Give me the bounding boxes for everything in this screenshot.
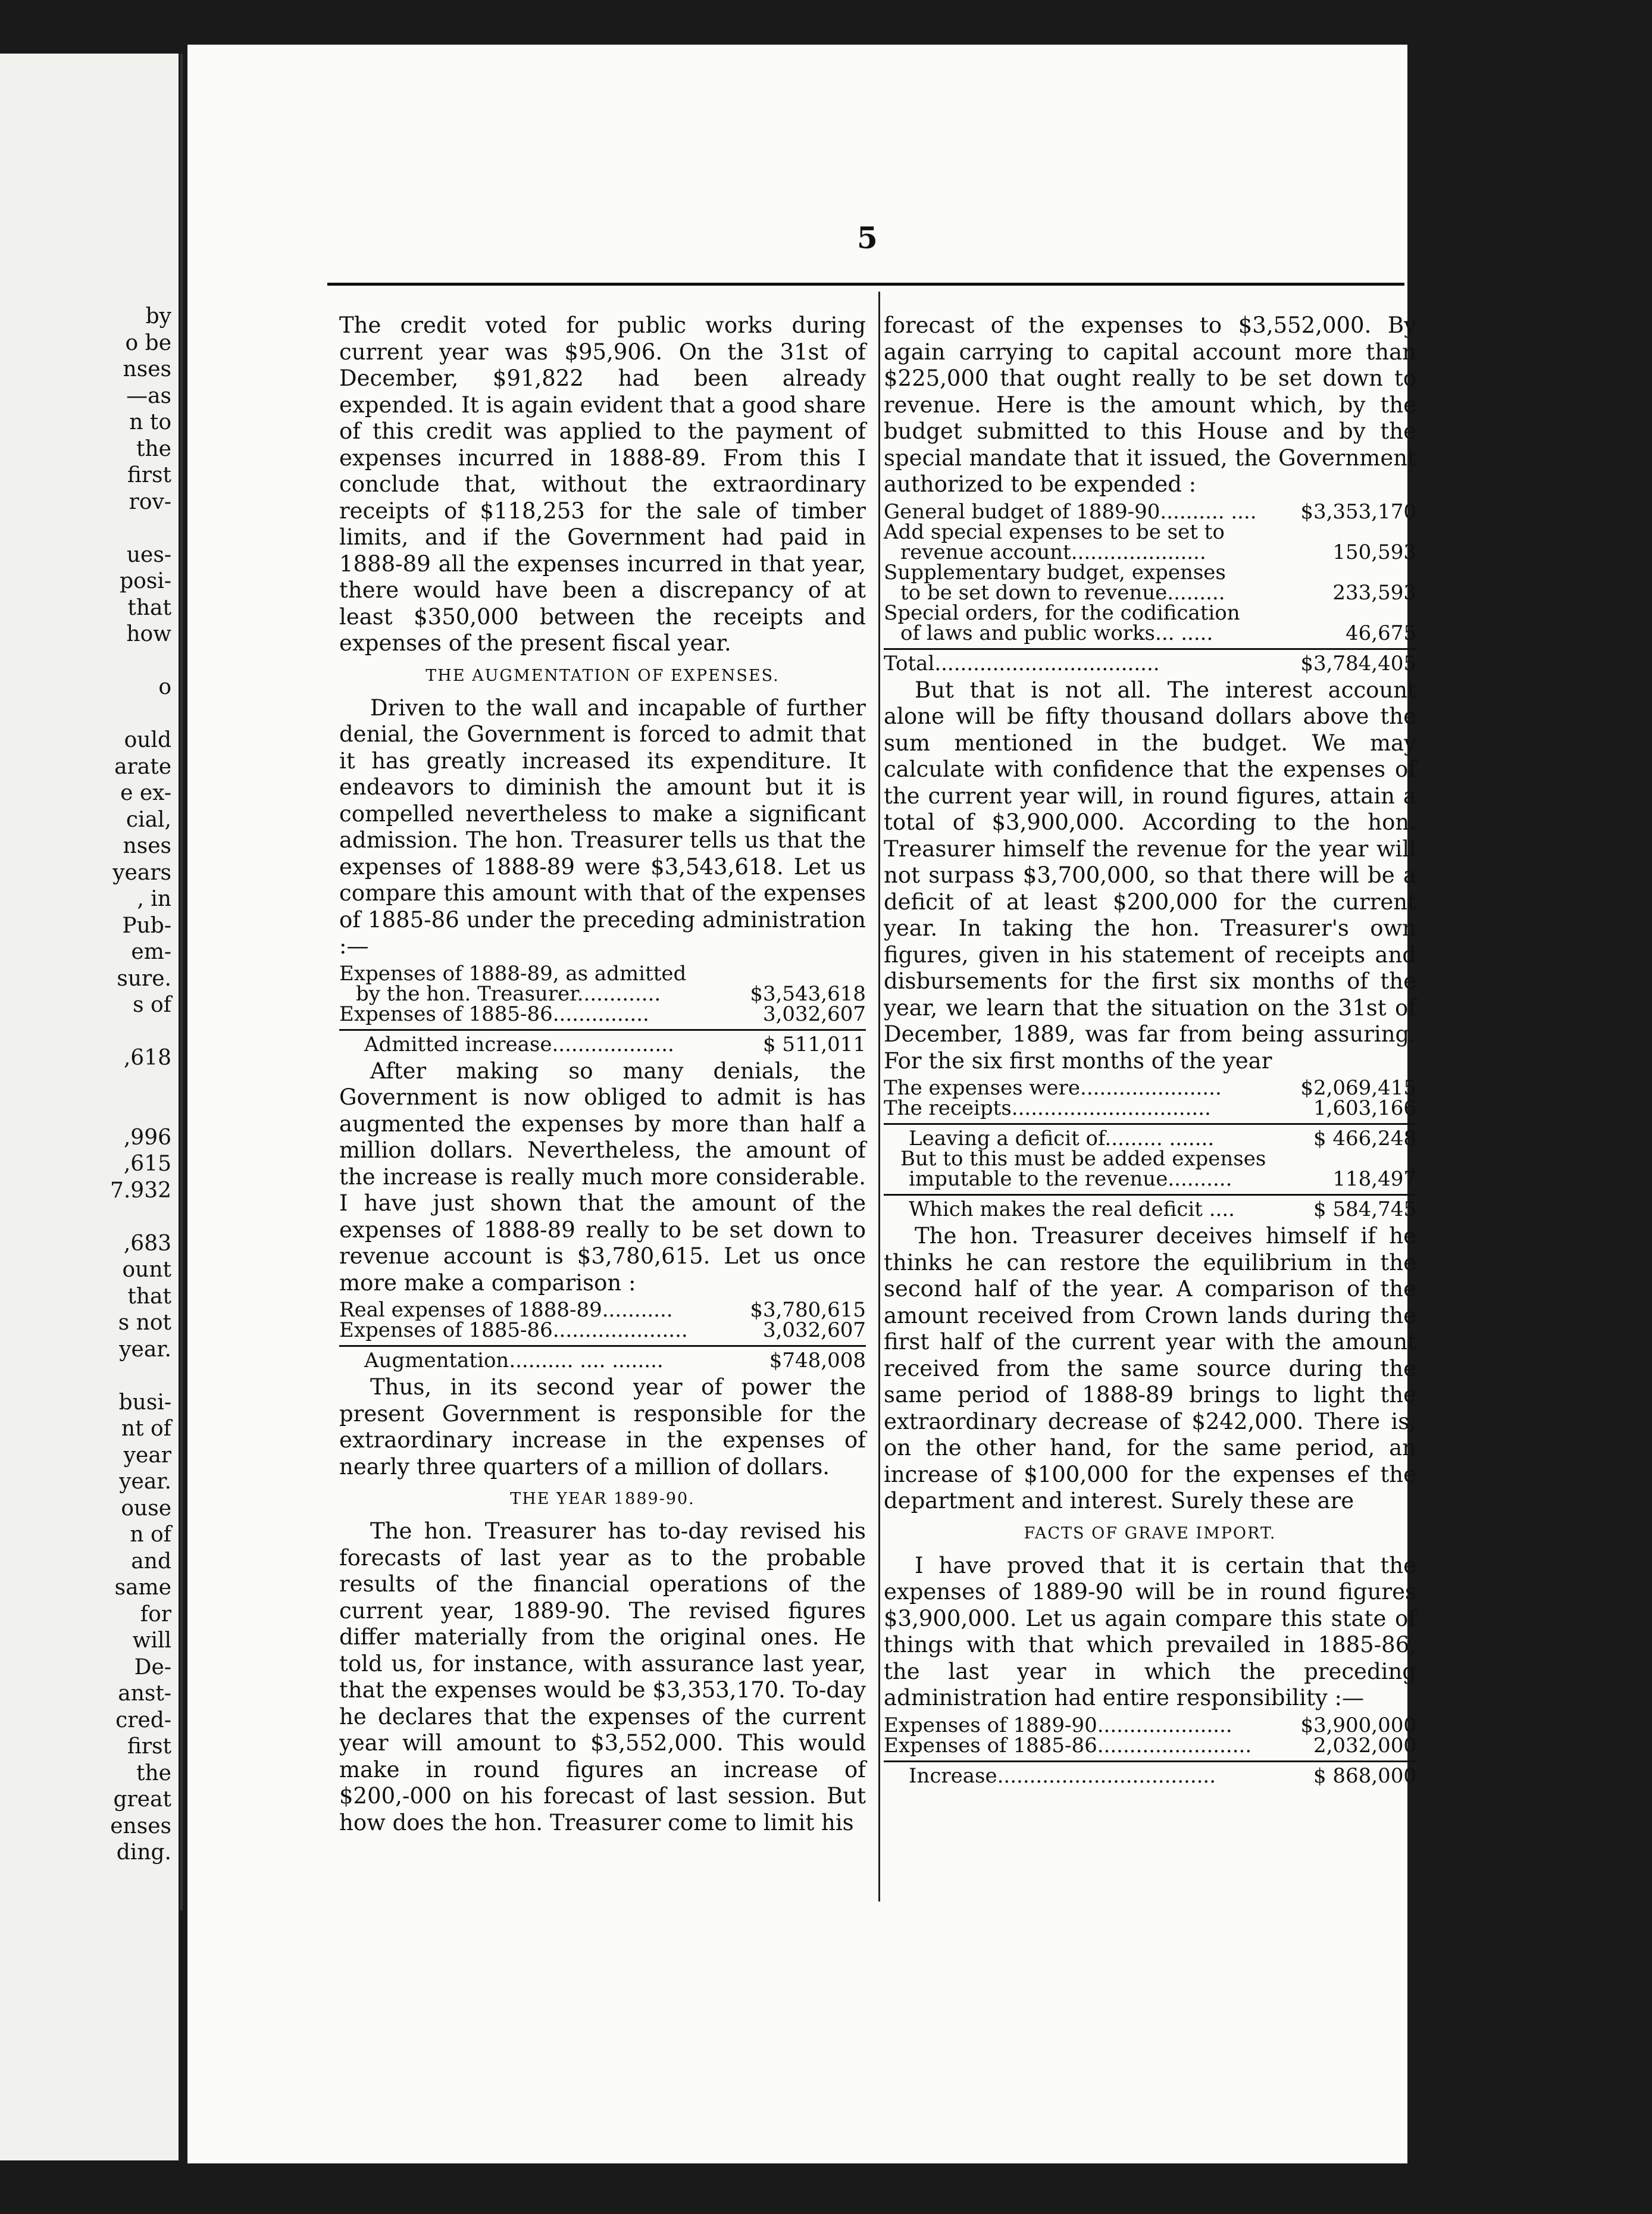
margin-fragment: n of: [130, 1522, 171, 1547]
table-row: [339, 1320, 866, 1340]
margin-fragment: same: [114, 1575, 171, 1600]
margin-fragment: great: [113, 1787, 171, 1812]
margin-fragment: cred-: [115, 1708, 171, 1733]
row-label: by the hon. Treasurer.............: [356, 981, 661, 1006]
margin-fragment: that: [127, 595, 171, 620]
table-total-row: [339, 1029, 866, 1055]
row-label: Expenses of 1885-86...............: [339, 1002, 649, 1026]
row-label: The receipts...............................: [884, 1096, 1211, 1120]
total-label: Increase..................................: [909, 1763, 1216, 1788]
paragraph: After making so many denials, the Government is now obliged to admit is has augmented the expenses by more than half a million dollars. Nevertheless, the amount of the increase is really much more considerable. I have just shown that the amount of the expenses of 1888-89 really to be set down to revenue account is $3,780,615. Let us once more make a comparison :: [339, 1058, 866, 1296]
total-amount: $748,008: [769, 1349, 866, 1372]
margin-fragment: years: [112, 860, 171, 885]
row-label: Leaving a deficit of......... .......: [909, 1127, 1215, 1150]
row-amount: $3,353,170: [1300, 499, 1416, 524]
comparison-table: [339, 1300, 866, 1371]
table-row: [884, 499, 1416, 524]
margin-fragment: posi-: [120, 569, 171, 593]
paragraph: Thus, in its second year of power the present Government is responsible for the extraordinary increase in the expenses of nearly three quarters of a million of dollars.: [339, 1374, 866, 1480]
table-row: [884, 1169, 1416, 1189]
margin-fragment: ouse: [121, 1496, 171, 1521]
margin-fragment: ould: [124, 728, 171, 752]
margin-fragment: how: [126, 622, 171, 646]
margin-fragment: nses: [123, 834, 171, 858]
row-amount: $3,543,618: [750, 981, 866, 1006]
margin-fragment: arate: [114, 754, 171, 779]
paragraph: But that is not all. The interest account alone will be fifty thousand dollars above the sum mentioned in the budget. We may calculate with confidence that the expenses of the current year will, in round figures, attain a total of $3,900,000. According to the hon. Treasurer himself the revenue for the year will not surpass $3,700,000, so that there will be a deficit of at least $200,000 for the current year. In taking the hon. Treasurer's own figures, given in his statement of receipts and disbursements for the first six months of the year, we learn that the situation on the 31st of December, 1889, was far from being assuring. For the six first months of the year: [884, 677, 1416, 1074]
increase-table: [884, 1715, 1416, 1786]
row-amount: $ 466,248: [1313, 1127, 1416, 1150]
text-column-right: [884, 312, 1416, 1790]
binding-gutter: [180, 54, 183, 1910]
table-row: [884, 623, 1416, 643]
table-row-label: Expenses of 1888-89, as admitted: [339, 961, 687, 986]
margin-fragment: that: [127, 1284, 171, 1309]
table-row: [884, 542, 1416, 562]
margin-fragment: rov-: [129, 489, 171, 514]
margin-fragment: , in: [137, 887, 171, 911]
row-label: Expenses of 1889-90.....................: [884, 1713, 1232, 1737]
margin-fragment: em-: [131, 940, 171, 964]
margin-fragment: by: [145, 304, 171, 329]
margin-fragment: the: [136, 1760, 171, 1785]
row-amount: $2,069,415: [1300, 1076, 1416, 1100]
row-label: General budget of 1889-90.......... ....: [884, 499, 1257, 524]
margin-fragment: cial,: [126, 807, 171, 832]
expense-table: [339, 961, 866, 1056]
margin-fragment: o: [158, 675, 171, 699]
row-label: of laws and public works... .....: [900, 621, 1213, 645]
row-amount: 233,593: [1332, 580, 1416, 605]
table-row: [339, 981, 866, 1006]
margin-fragment: busi-: [118, 1390, 171, 1415]
margin-fragment: year.: [119, 1469, 171, 1494]
total-label: Admitted increase...................: [364, 1032, 674, 1056]
margin-fragment: ,996: [123, 1125, 171, 1150]
row-amount: 3,032,607: [762, 1002, 866, 1026]
text-column-left: [339, 312, 866, 1836]
adjacent-page-fragment: [0, 54, 179, 2160]
margin-fragment: first: [127, 463, 171, 487]
row-amount: 2,032,000: [1313, 1733, 1416, 1758]
table-row: [339, 1300, 866, 1320]
total-amount: $ 511,011: [762, 1032, 866, 1056]
page-number: 5: [857, 220, 878, 255]
margin-fragment: anst-: [118, 1681, 171, 1706]
paragraph: forecast of the expenses to $3,552,000. By again carrying to capital account more than $225,000 that ought really to be set down to revenue. Here is the amount which, by the budget submitted to this House and by the special mandate that it issued, the Government authorized to be expended :: [884, 312, 1416, 497]
row-amount: 150,593: [1332, 540, 1416, 564]
paragraph: The hon. Treasurer has to-day revised his forecasts of last year as to the probable results of the financial operations of the current year, 1889-90. The revised figures differ materially from the original ones. He told us, for instance, with assurance last year, that the expenses would be $3,353,170. To-day he declares that the expenses of the current year will amount to $3,552,000. This would make in round figures an increase of $200,-000 on his forecast of last session. But how does the hon. Treasurer come to limit his: [339, 1518, 866, 1835]
section-heading: THE AUGMENTATION OF EXPENSES.: [425, 666, 780, 685]
margin-fragment: e ex-: [120, 781, 171, 805]
budget-table: [884, 499, 1416, 676]
row-label: The expenses were......................: [884, 1076, 1222, 1100]
table-row: [884, 1123, 1416, 1149]
margin-fragment: o be: [125, 330, 171, 355]
row-amount: 118,497: [1332, 1167, 1416, 1191]
margin-fragment: nses: [123, 357, 171, 381]
table-row-label: Special orders, for the codification: [884, 601, 1240, 625]
table-row: [884, 1715, 1416, 1735]
table-total-row: [884, 1760, 1416, 1786]
margin-fragment: will: [132, 1628, 171, 1653]
column-divider: [878, 292, 880, 1902]
paragraph: Driven to the wall and incapable of further denial, the Government is forced to admit that it has greatly increased its expenditure. It endeavors to diminish the amount but it is compelled nevertheless to make a significant admission. The hon. Treasurer tells us that the expenses of 1888-89 were $3,543,618. Let us compare this amount with that of the expenses of 1885-86 under the preceding administration :—: [339, 695, 866, 959]
margin-fragment: De-: [134, 1655, 171, 1680]
paragraph: The credit voted for public works during current year was $95,906. On the 31st of December, $91,822 had been already expended. It is again evident that a good share of this credit was applied to the payment of expenses incurred in 1888-89. From this I conclude that, without the extraordinary receipts of $118,253 for the sale of timber limits, and if the Government had paid in 1888-89 all the expenses incurred in that year, there would have been a discrepancy of at least $350,000 between the receipts and expenses of the present fiscal year.: [339, 312, 866, 656]
table-total-row: [884, 648, 1416, 674]
total-amount: $3,784,405: [1300, 651, 1416, 676]
margin-fragment: 7.932: [109, 1178, 171, 1203]
section-heading: THE YEAR 1889-90.: [510, 1490, 695, 1508]
margin-fragment: enses: [110, 1813, 171, 1838]
margin-fragment: sure.: [117, 966, 171, 991]
total-label: Which makes the real deficit ....: [909, 1197, 1235, 1221]
table-total-row: [884, 1194, 1416, 1219]
margin-fragment: year: [123, 1443, 171, 1468]
margin-fragment: s of: [133, 993, 171, 1017]
section-heading: FACTS OF GRAVE IMPORT.: [1024, 1524, 1276, 1543]
row-label: revenue account.....................: [900, 540, 1206, 564]
margin-fragment: ,683: [123, 1231, 171, 1256]
row-amount: 46,675: [1346, 621, 1416, 645]
row-label: to be set down to revenue.........: [900, 580, 1225, 605]
margin-fragment: first: [127, 1734, 171, 1759]
total-amount: $ 584,745: [1313, 1197, 1416, 1221]
table-row: [884, 1078, 1416, 1098]
header-rule: [327, 283, 1404, 286]
table-row: [884, 580, 1416, 605]
margin-fragment: year.: [119, 1337, 171, 1362]
row-label: Expenses of 1885-86........................: [884, 1733, 1252, 1758]
row-label: Expenses of 1885-86.....................: [339, 1318, 688, 1342]
row-amount: $3,900,000: [1300, 1713, 1416, 1737]
total-amount: $ 868,000: [1313, 1763, 1416, 1788]
deficit-table: [884, 1078, 1416, 1219]
row-label: Real expenses of 1888-89...........: [339, 1298, 673, 1322]
margin-fragment: ding.: [116, 1840, 171, 1865]
total-label: Total...................................: [884, 651, 1160, 676]
margin-fragment: ues-: [126, 542, 171, 567]
margin-fragment: Pub-: [122, 913, 171, 938]
total-label: Augmentation.......... .... ........: [364, 1349, 664, 1372]
paragraph: The hon. Treasurer deceives himself if he thinks he can restore the equilibrium in the second half of the year. A comparison of the amount received from Crown lands during the first half of the current year with the amount received from the same source during the same period of 1888-89 brings to light the extraordinary decrease of $242,000. There is, on the other hand, for the same period, an increase of $100,000 for the expenses ef the department and interest. Surely these are: [884, 1223, 1416, 1513]
margin-fragment: ,615: [123, 1152, 171, 1176]
table-row: [884, 1735, 1416, 1756]
table-row-label: Supplementary budget, expenses: [884, 560, 1226, 584]
row-label: imputable to the revenue..........: [909, 1167, 1232, 1191]
margin-fragment: —as: [126, 383, 171, 408]
row-amount: 1,603,166: [1313, 1096, 1416, 1120]
paragraph: I have proved that it is certain that the expenses of 1889-90 will be in round figures $3,900,000. Let us again compare this state of things with that which prevailed in 1885-86, the last year in which the preceding administration had entire responsibility :—: [884, 1552, 1416, 1710]
margin-fragment: n to: [129, 410, 171, 434]
table-total-row: [339, 1345, 866, 1371]
table-row: [884, 1098, 1416, 1118]
table-row: [339, 1004, 866, 1024]
margin-fragment: and: [131, 1549, 171, 1574]
margin-fragment: ,618: [123, 1046, 171, 1070]
table-row-label: Add special expenses to be set to: [884, 520, 1225, 544]
margin-fragment: the: [136, 436, 171, 461]
margin-fragment: for: [140, 1602, 171, 1627]
row-amount: $3,780,615: [750, 1298, 866, 1322]
table-row-label: But to this must be added expenses: [900, 1147, 1266, 1171]
row-amount: 3,032,607: [762, 1318, 866, 1342]
margin-fragment: s not: [118, 1311, 171, 1335]
margin-fragment: ount: [122, 1258, 171, 1282]
margin-fragment: nt of: [121, 1416, 171, 1441]
